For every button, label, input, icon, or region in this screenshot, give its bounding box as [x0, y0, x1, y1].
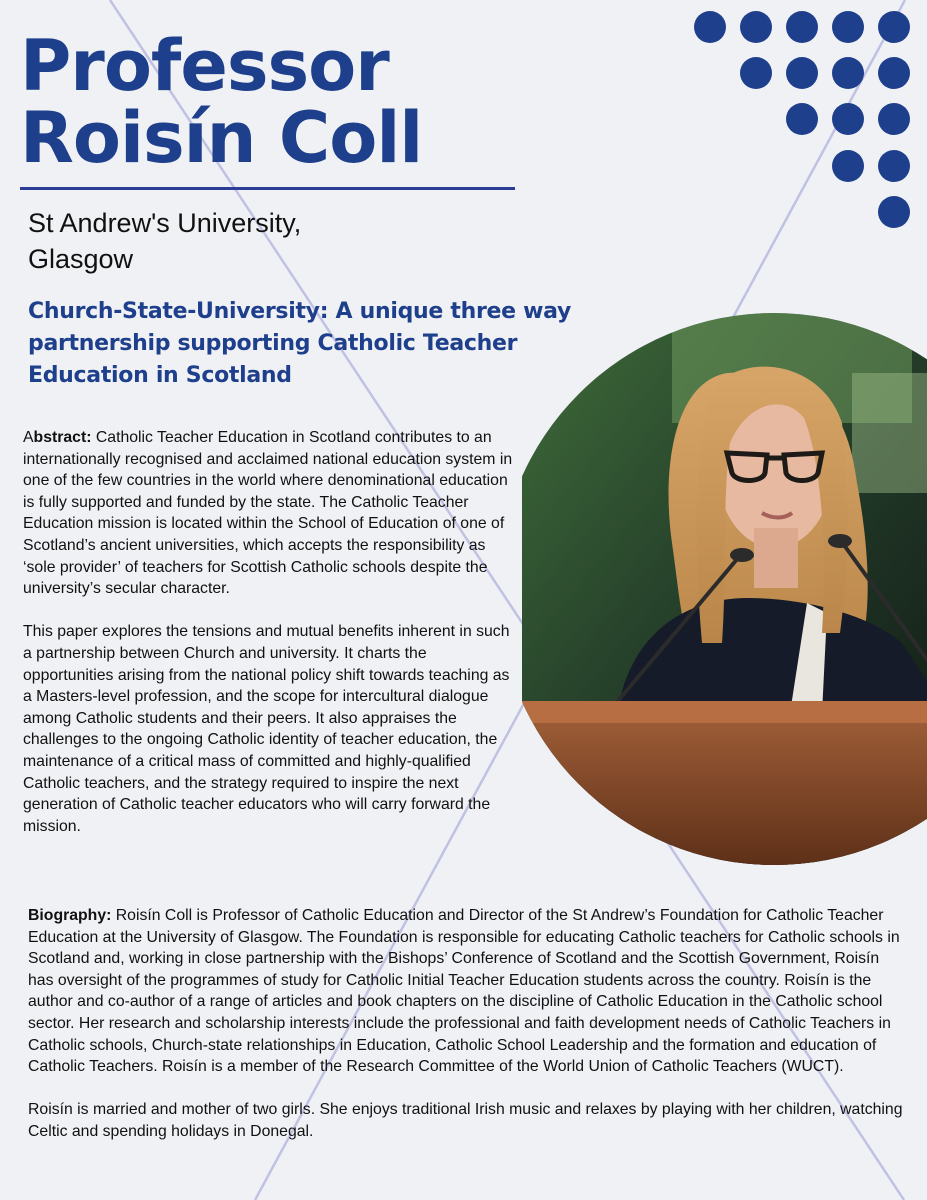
abstract-text-1: Catholic Teacher Education in Scotland contributes to an internationally recognised and acclaimed national education system in one of the few countries in the world where denominational education is fully supported and funded by the state. The Catholic Teacher Education mission is located within the School of Education of one of Scotland’s ancient universities, which accepts the responsibility as ‘sole provider’ of teachers for Scottish Catholic schools despite the university’s secular character.	[23, 429, 513, 598]
abstract-section	[23, 427, 515, 859]
biography-label: Biography:	[28, 907, 112, 924]
talk-title: Church-State-University: A unique three way partnership supporting Catholic Teacher Education in Scotland	[28, 299, 572, 388]
speaker-name	[20, 25, 423, 179]
affiliation-line1: St Andrew's University,	[28, 208, 302, 238]
abstract-paragraph-1	[23, 427, 515, 600]
speaker-photo	[522, 313, 927, 865]
biography-text-1: Roisín Coll is Professor of Catholic Education and Director of the St Andrew’s Foundation for Catholic Teacher Education at the University of Glasgow. The Foundation is responsible for educating Catholic teachers for Catholic schools in Scotland and, working in close partnership with the Bishops’ Conference of Scotland and the Scottish Government, Roisín has oversight of the programmes of study for Catholic Initial Teacher Education students across the country. Roisín is the author and co-author of a range of articles and book chapters on the discipline of Catholic Education in the Catholic school sector. Her research and scholarship interests include the professional and faith development needs of Catholic Teachers in Catholic schools, Church-state relationships in Education, Catholic School Leadership and the formation and education of Catholic Teachers. Roisín is a member of the Research Committee of the World Union of Catholic Teachers (WUCT).	[28, 907, 900, 1076]
abstract-label: bstract:	[33, 429, 92, 446]
abstract-paragraph-2: This paper explores the tensions and mutual benefits inherent in such a partnership between Church and university. It charts the opportunities arising from the national policy shift towards teaching as a Masters-level profession, and the scope for intercultural dialogue among Catholic students and their peers. It also appraises the challenges to the ongoing Catholic identity of teacher education, the maintenance of a critical mass of committed and highly-qualified Catholic teachers, and the strategy required to inspire the next generation of Catholic teacher educators who will carry forward the mission.	[23, 623, 510, 835]
biography-paragraph-2: Roisín is married and mother of two girls. She enjoys traditional Irish music and relaxes by playing with her children, watching Celtic and spending holidays in Donegal.	[28, 1101, 903, 1140]
abstract-label-first: A	[23, 429, 34, 446]
speaker-name-line2: Roisín Coll	[20, 97, 423, 179]
affiliation-line2: Glasgow	[28, 244, 134, 274]
title-underline	[20, 187, 515, 190]
biography-section	[28, 905, 908, 1164]
speaker-affiliation	[28, 205, 301, 277]
speaker-name-line1: Professor	[20, 25, 389, 107]
biography-paragraph-1	[28, 905, 908, 1078]
